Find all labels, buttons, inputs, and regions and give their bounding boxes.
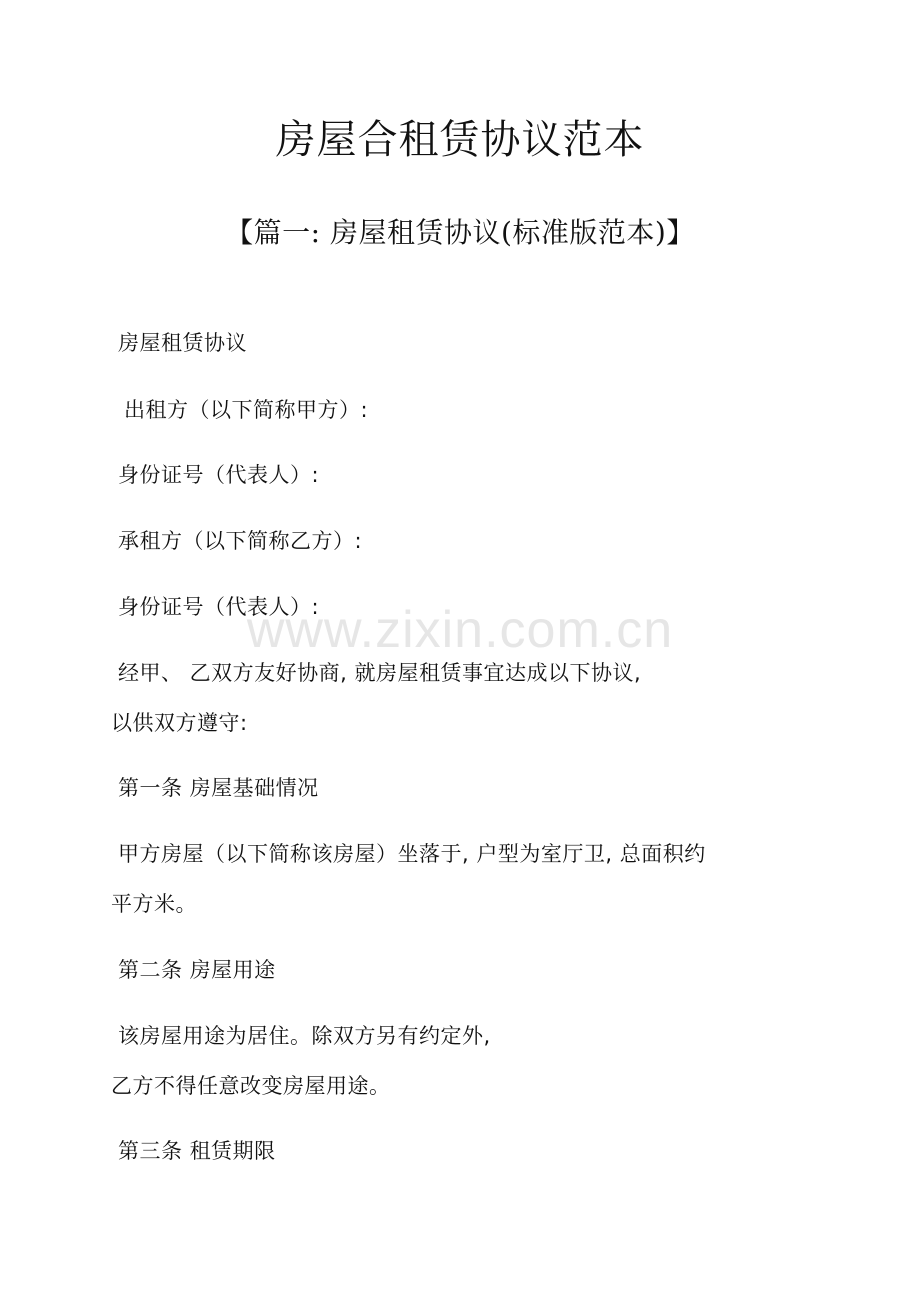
preamble-line: 经甲、 乙双方友好协商, 就房屋租赁事宜达成以下协议,	[118, 661, 642, 685]
preamble-continued-line: 以供双方遵守:	[111, 711, 248, 735]
agreement-heading: 房屋租赁协议	[118, 331, 247, 355]
article-1-text-continued-line: 平方米。	[111, 892, 197, 916]
article-1-text-line: 甲方房屋（以下简称该房屋）坐落于, 户型为室厅卫, 总面积约	[118, 842, 706, 866]
lessor-line: 出租方（以下简称甲方）:	[124, 398, 369, 422]
lessor-id-line: 身份证号（代表人）:	[118, 463, 320, 487]
lessee-line: 承租方（以下简称乙方）:	[118, 529, 363, 553]
article-1-heading: 第一条 房屋基础情况	[118, 776, 319, 800]
article-2-heading: 第二条 房屋用途	[118, 958, 276, 982]
article-2-text-line: 该房屋用途为居住。除双方另有约定外,	[118, 1024, 491, 1048]
document-subtitle: 【篇一: 房屋租赁协议(标准版范本)】	[225, 216, 695, 249]
article-2-text-continued-line: 乙方不得任意改变房屋用途。	[111, 1074, 391, 1098]
article-3-heading: 第三条 租赁期限	[118, 1139, 276, 1163]
watermark: www.zixin.com.cn	[246, 601, 674, 659]
lessee-id-line: 身份证号（代表人）:	[118, 595, 320, 619]
document-title: 房屋合租赁协议范本	[275, 117, 645, 163]
